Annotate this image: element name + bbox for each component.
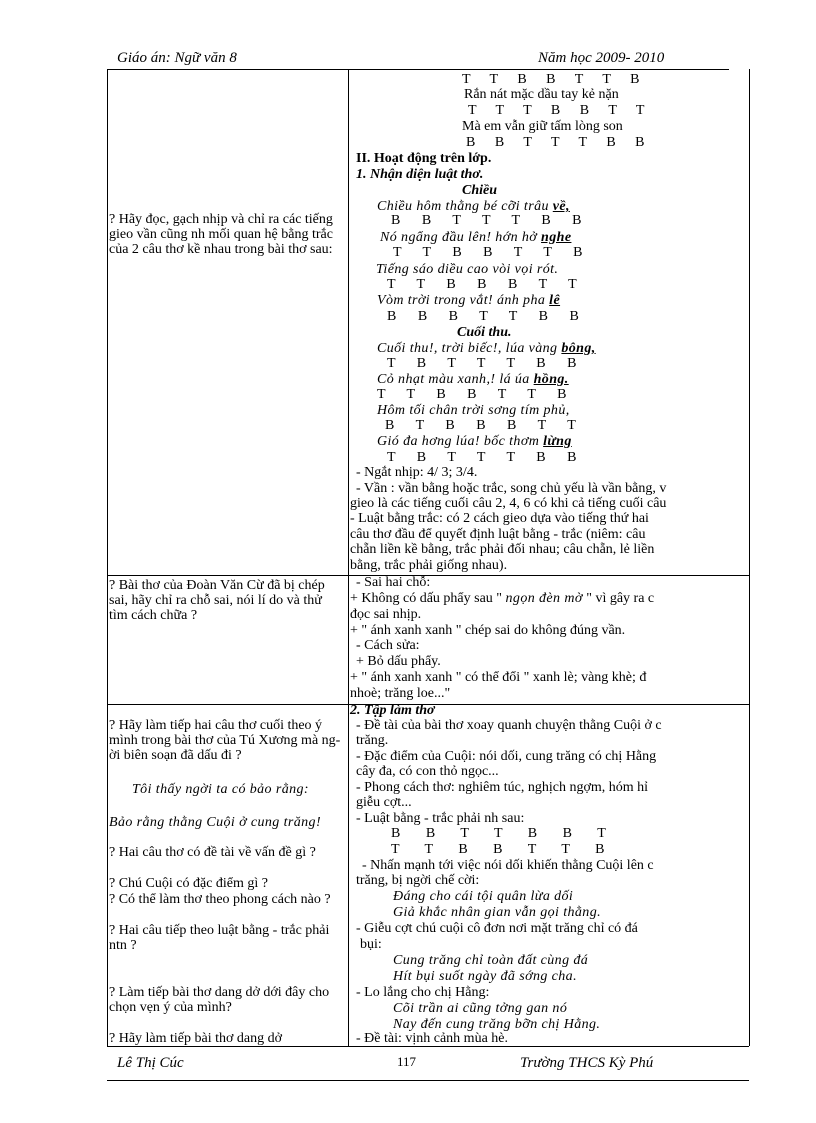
answer-text: gieo là các tiếng cuối câu 2, 4, 6 có khi cả tiếng cuối câu [350,496,667,511]
answer-text: - Cách sửa: [356,638,420,653]
answer-text: trăng, bị ngời chế cời: [356,873,480,888]
answer-text: - Nhấn mạnh tới việc nói dối khiến thằng Cuội lên c [362,858,654,873]
header-right: Năm học 2009- 2010 [538,50,665,66]
answer-text: bằng, trắc phải giống nhau). [350,558,508,573]
tone-pattern: B B T T B B T [391,826,606,841]
answer-text: - Đề tài của bài thơ xoay quanh chuyện thằng Cuội ở c [356,718,662,733]
tone-pattern: T T B B T T B [391,842,605,857]
tone-pattern: B B T T T B B [391,213,582,228]
header-left: Giáo án: Ngữ văn 8 [117,50,237,66]
answer-text: chẵn liền kề bằng, trắc phải đối nhau; câu chẵn, lẻ liền [350,542,655,557]
answer-text: cây đa, có con thỏ ngọc... [356,764,499,779]
tone-pattern: T T T B B T T [468,103,645,118]
answer-text: - Sai hai chỗ: [356,575,431,590]
page-number: 117 [397,1054,417,1069]
question-8: ? Làm tiếp bài thơ dang dở dới đây cho chọn vẹn ý của mình? [109,985,330,1015]
footer-author: Lê Thị Cúc [117,1055,184,1071]
answer-text: bụi: [360,937,382,952]
tone-pattern: B T B B B T T [385,418,576,433]
question-7: ? Hai câu tiếp theo luật bằng - trắc phải ntn ? [109,923,330,953]
tone-pattern: T T B B T T B [462,72,640,87]
answer-text: - Phong cách thơ: nghiêm túc, nghịch ngợm, hóm hỉ [356,780,649,795]
question-5: ? Chú Cuội có đặc điểm gì ? [109,876,269,891]
verse-line: Đáng cho cái tội quân lừa dối [393,889,574,904]
table-left-border [107,69,108,1046]
answer-text: - Luật bằng trắc: có 2 cách gieo dựa vào tiếng thứ hai [350,511,649,526]
tone-pattern: T T B B T T B [393,245,583,260]
answer-text: trăng. [356,733,389,748]
verse-line: Chiều hôm thằng bé cỡi trâu về, [377,199,570,214]
answer-text: đọc sai nhịp. [350,607,422,622]
tone-pattern: T T B B B T T [387,277,577,292]
answer-text: câu thơ đầu để quyết định luật bằng - trắc (niêm: câu [350,527,646,542]
answer-text: - Vần : vần bằng hoặc trắc, song chủ yếu là vần bằng, v [356,481,667,496]
question-4: ? Hai câu thơ có đề tài về vấn đề gì ? [109,845,316,860]
poem-title: Chiều [462,183,498,198]
footer-school: Trường THCS Kỳ Phú [520,1055,654,1071]
answer-text: nhoè; trăng loe..." [350,686,451,701]
verse-line: Cõi trần ai cũng tởng gan nó [393,1001,568,1016]
answer-text: + " ánh xanh xanh " có thể đổi " xanh lè; vàng khè; đ [350,670,647,685]
quoted-verse: Tôi thấy ngời ta có bảo rằng: [132,782,309,797]
verse-line: Gió đa hơng lúa! bốc thơm lừng [377,434,572,449]
answer-text: giễu cợt... [356,795,412,810]
question-9: ? Hãy làm tiếp bài thơ dang dở [109,1031,283,1046]
verse-line: Vòm trời trong vắt! ánh pha lê [377,293,561,308]
verse-line: Hít bụi suốt ngày đã sớng cha. [393,969,577,984]
answer-text: - Lo lắng cho chị Hằng: [356,985,490,1000]
tone-pattern: T B T T T B B [387,356,577,371]
answer-text: + Không có dấu phẩy sau " ngọn đèn mờ " vì gây ra c [350,591,655,606]
tone-pattern: B B B T T B B [387,309,579,324]
question-2: ? Bài thơ của Đoàn Văn Cừ đã bị chép sai, hãy chỉ ra chỗ sai, nói lí do và thử tìm cách chữa ? [109,578,325,623]
verse-line: Nó ngẩng đầu lên! hớn hở nghe [380,230,572,245]
footer-rule [107,1080,749,1081]
answer-text: + Bỏ dấu phẩy. [356,654,441,669]
verse-line: Cỏ nhạt màu xanh,! lá úa hồng. [377,372,569,387]
verse-line: Rắn nát mặc dầu tay kẻ nặn [464,87,619,102]
table-column-divider [348,69,349,1046]
answer-text: - Ngắt nhịp: 4/ 3; 3/4. [356,465,478,480]
verse-line: Nay đến cung trăng bỡn chị Hằng. [393,1017,601,1032]
tone-pattern: T B T T T B B [387,450,577,465]
subsection-heading: 2. Tập làm thơ [350,703,435,718]
answer-text: - Luật bằng - trắc phải nh sau: [356,811,525,826]
tone-pattern: T T B B T T B [377,387,567,402]
answer-text: - Đề tài: vịnh cảnh mùa hè. [356,1031,509,1046]
verse-line: Cuối thu!, trời biếc!, lúa vàng bông, [377,341,596,356]
verse-line: Mà em vẫn giữ tấm lòng son [462,119,623,134]
answer-text: - Đặc điểm của Cuội: nói dối, cung trăng có chị Hằng [356,749,657,764]
table-bottom-border [107,1046,749,1047]
section-heading: II. Hoạt động trên lớp. [356,151,492,166]
answer-text: - Giễu cợt chú cuội cô đơn nơi mặt trăng chỉ có đá [356,921,638,936]
verse-line: Tiếng sáo diều cao vòi vọi rót. [376,262,559,277]
verse-line: Hôm tối chân trời sơng tím phủ, [377,403,570,418]
subsection-heading: 1. Nhận diện luật thơ. [356,167,484,182]
tone-pattern: B B T T T B B [466,135,645,150]
question-3: ? Hãy làm tiếp hai câu thơ cuối theo ý mình trong bài thơ của Tú Xương mà ngời biên soạn đã dấu đi ? [109,718,341,763]
verse-line: Giả khắc nhân gian vẫn gọi thằng. [393,905,602,920]
question-1: ? Hãy đọc, gạch nhịp và chỉ ra các tiếng gieo vần cũng nh mối quan hệ bằng trắc của 2 câu thơ kề nhau trong bài thơ sau: [109,212,333,257]
verse-line: Cung trăng chỉ toàn đất cùng đá [393,953,589,968]
header-rule [107,69,729,70]
answer-text: + " ánh xanh xanh " chép sai do không đúng vần. [350,623,626,638]
table-right-border [749,69,750,1046]
quoted-verse: Bảo rằng thằng Cuội ở cung trăng! [109,815,322,830]
question-6: ? Có thể làm thơ theo phong cách nào ? [109,892,331,907]
poem-title: Cuối thu. [457,325,512,340]
